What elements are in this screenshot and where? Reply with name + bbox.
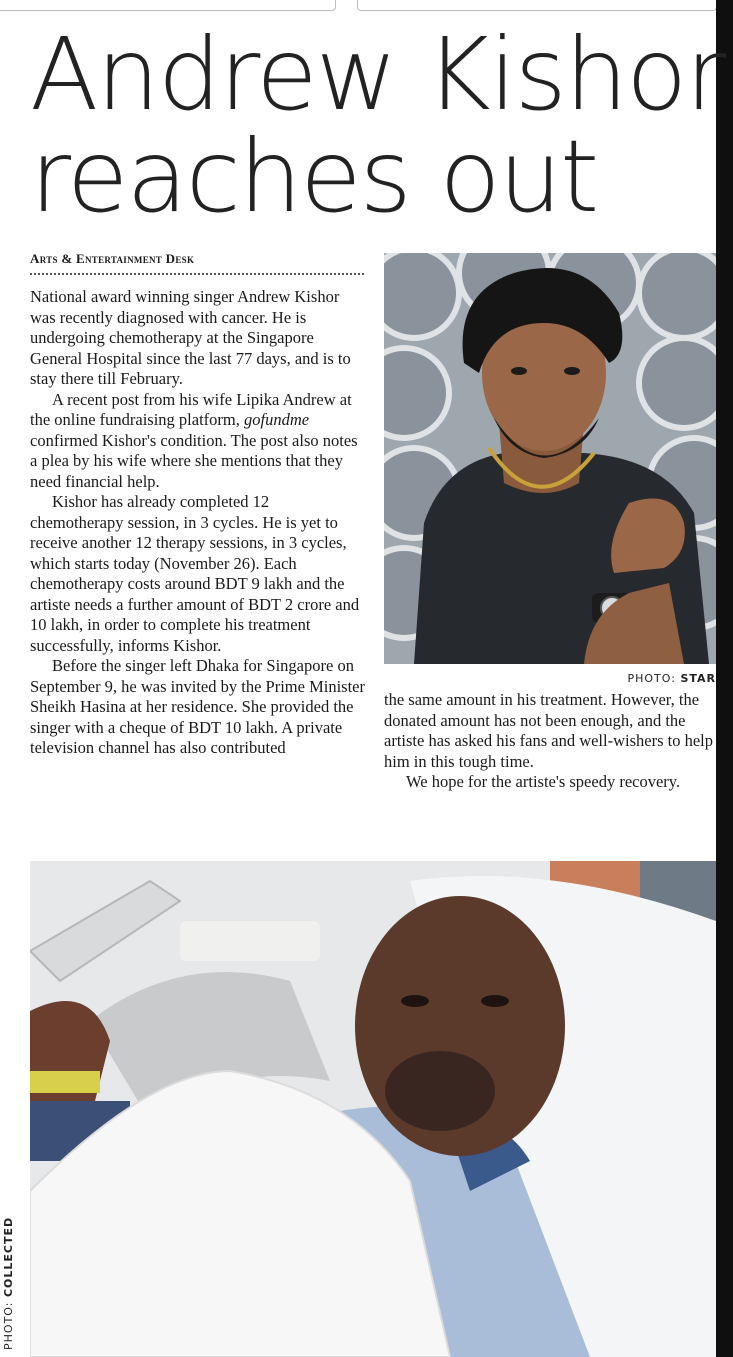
photo-credit-collected [2,1217,15,1350]
paragraph-2-text-b: confirmed Kishor's condition. The post also notes a plea by his wife where she mentions that they need financial help. [30,430,358,491]
article-column-2 [384,690,714,793]
headline-line-2: reaches out [30,118,598,235]
photo-credit-star [627,672,716,685]
photo-credit-prefix: PHOTO: [627,672,681,685]
hospital-bed-photo [30,861,716,1357]
photo-credit-prefix-2: PHOTO: [2,1297,15,1350]
paragraph-6: We hope for the artiste's speedy recovery. [406,772,681,791]
previous-article-box-right [357,0,717,11]
photo-credit-source: STAR [680,672,716,685]
paragraph-5: the same amount in his treatment. However, the donated amount has not been enough, and the artiste has asked his fans and well-wishers to help him in this tough time. [384,690,714,771]
byline-desk: Arts & Entertainment Desk [30,251,364,275]
paragraph-2 [30,390,366,493]
paragraph-3: Kishor has already completed 12 chemotherapy session, in 3 cycles. He is yet to receive another 12 therapy sessions, in 3 cycles, which starts today (November 26). Each chemotherapy costs around BDT 9 lakh and the artiste needs a further amount of BDT 2 crore and 10 lakh, in order to complete his treatment successfully, informs Kishor. [30,492,360,655]
paragraph-2-text-a: A recent post from his wife Lipika Andrew at the online fundraising platform, [30,389,352,429]
previous-article-box-left [0,0,336,11]
gofundme-text: gofundme [244,410,310,429]
photo-credit-source-2: COLLECTED [2,1216,15,1298]
article-column-1 [30,287,366,759]
paragraph-1: National award winning singer Andrew Kishor was recently diagnosed with cancer. He is undergoing chemotherapy at the Singapore General Hospital since the last 77 days, and is to stay there till February. [30,287,351,388]
headline-line-1: Andrew Kishor [30,16,725,133]
article-headline [30,16,730,235]
singer-portrait-photo [384,253,716,664]
paragraph-4: Before the singer left Dhaka for Singapore on September 9, he was invited by the Prime Minister Sheikh Hasina at her residence. She provided the singer with a cheque of BDT 10 lakh. A private television channel has also contributed [30,656,365,757]
